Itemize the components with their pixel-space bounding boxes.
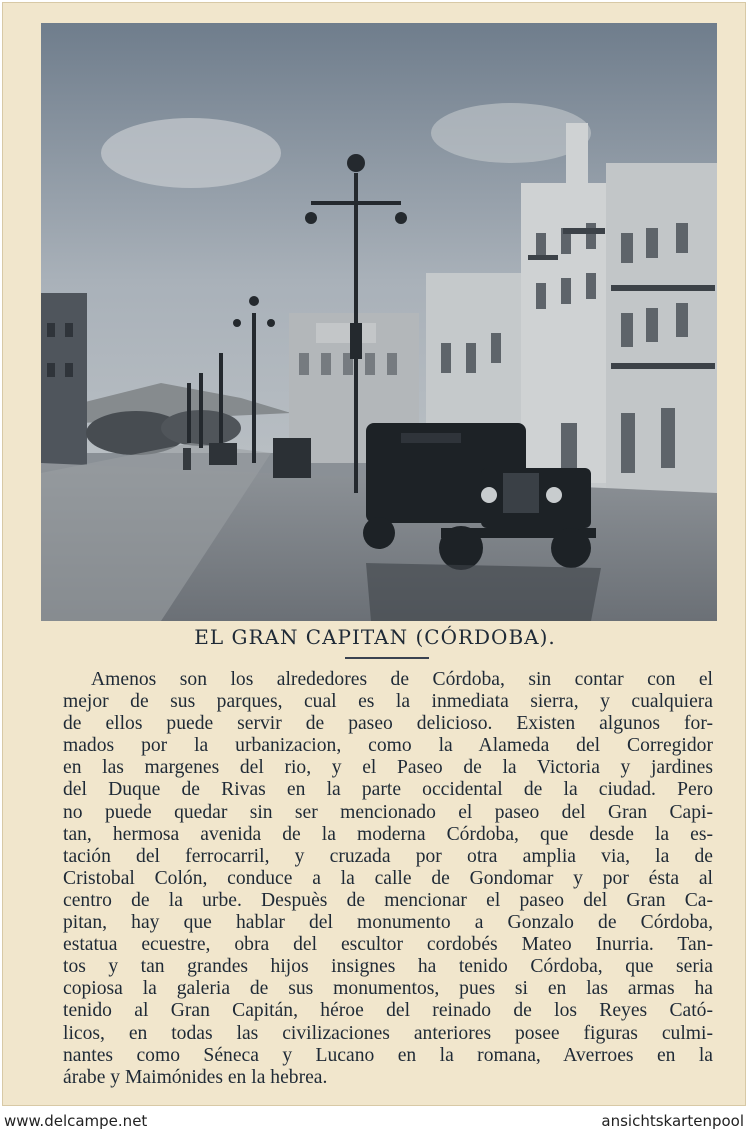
text-line: en las margenes del rio, y el Paseo de la Victoria y jardines <box>63 757 713 779</box>
source-watermark-right: ansichtskartenpool <box>601 1112 744 1130</box>
street-photograph <box>41 23 717 621</box>
text-line: tación del ferrocarril, y cruzada por otra amplia via, la de <box>63 845 713 867</box>
text-line: del Duque de Rivas en la parte occidental de la ciudad. Pero <box>63 779 713 801</box>
text-line: tenido al Gran Capitán, héroe del reinado de los Reyes Cató- <box>63 1000 713 1022</box>
text-line: mados por la urbanizacion, como la Alameda del Corregidor <box>63 735 713 757</box>
text-line: no puede quedar sin ser mencionado el paseo del Gran Capi- <box>63 801 713 823</box>
photo-caption: EL GRAN CAPITAN (CÓRDOBA). <box>194 625 556 649</box>
text-line: pitan, hay que hablar del monumento a Gonzalo de Córdoba, <box>63 912 713 934</box>
text-line: Cristobal Colón, conduce a la calle de Gondomar y por ésta al <box>63 867 713 889</box>
text-line: centro de la urbe. Despuès de mencionar el paseo del Gran Ca- <box>63 889 713 911</box>
postcard <box>2 2 746 1106</box>
text-line: licos, en todas las civilizaciones anteriores posee figuras culmi- <box>63 1022 713 1044</box>
text-line: mejor de sus parques, cual es la inmediata sierra, y cualquiera <box>63 691 713 713</box>
text-line: estatua ecuestre, obra del escultor cordobés Mateo Inurria. Tan- <box>63 934 713 956</box>
text-line: de ellos puede servir de paseo delicioso. Existen algunos for- <box>63 713 713 735</box>
text-line: árabe y Maimónides en la hebrea. <box>63 1066 328 1088</box>
text-line: tan, hermosa avenida de la moderna Córdoba, que desde la es- <box>63 823 713 845</box>
description-paragraph <box>63 669 713 1089</box>
text-line: copiosa la galeria de sus monumentos, pues si en las armas ha <box>63 978 713 1000</box>
text-line: nantes como Séneca y Lucano en la romana, Averroes en la <box>63 1044 713 1066</box>
watermark-bar <box>0 1106 750 1131</box>
text-line: tos y tan grandes hijos insignes ha tenido Córdoba, que seria <box>63 956 713 978</box>
source-watermark-left: www.delcampe.net <box>4 1112 148 1130</box>
caption-divider <box>345 657 429 659</box>
text-line: Amenos son los alrededores de Córdoba, sin contar con el <box>91 669 713 690</box>
